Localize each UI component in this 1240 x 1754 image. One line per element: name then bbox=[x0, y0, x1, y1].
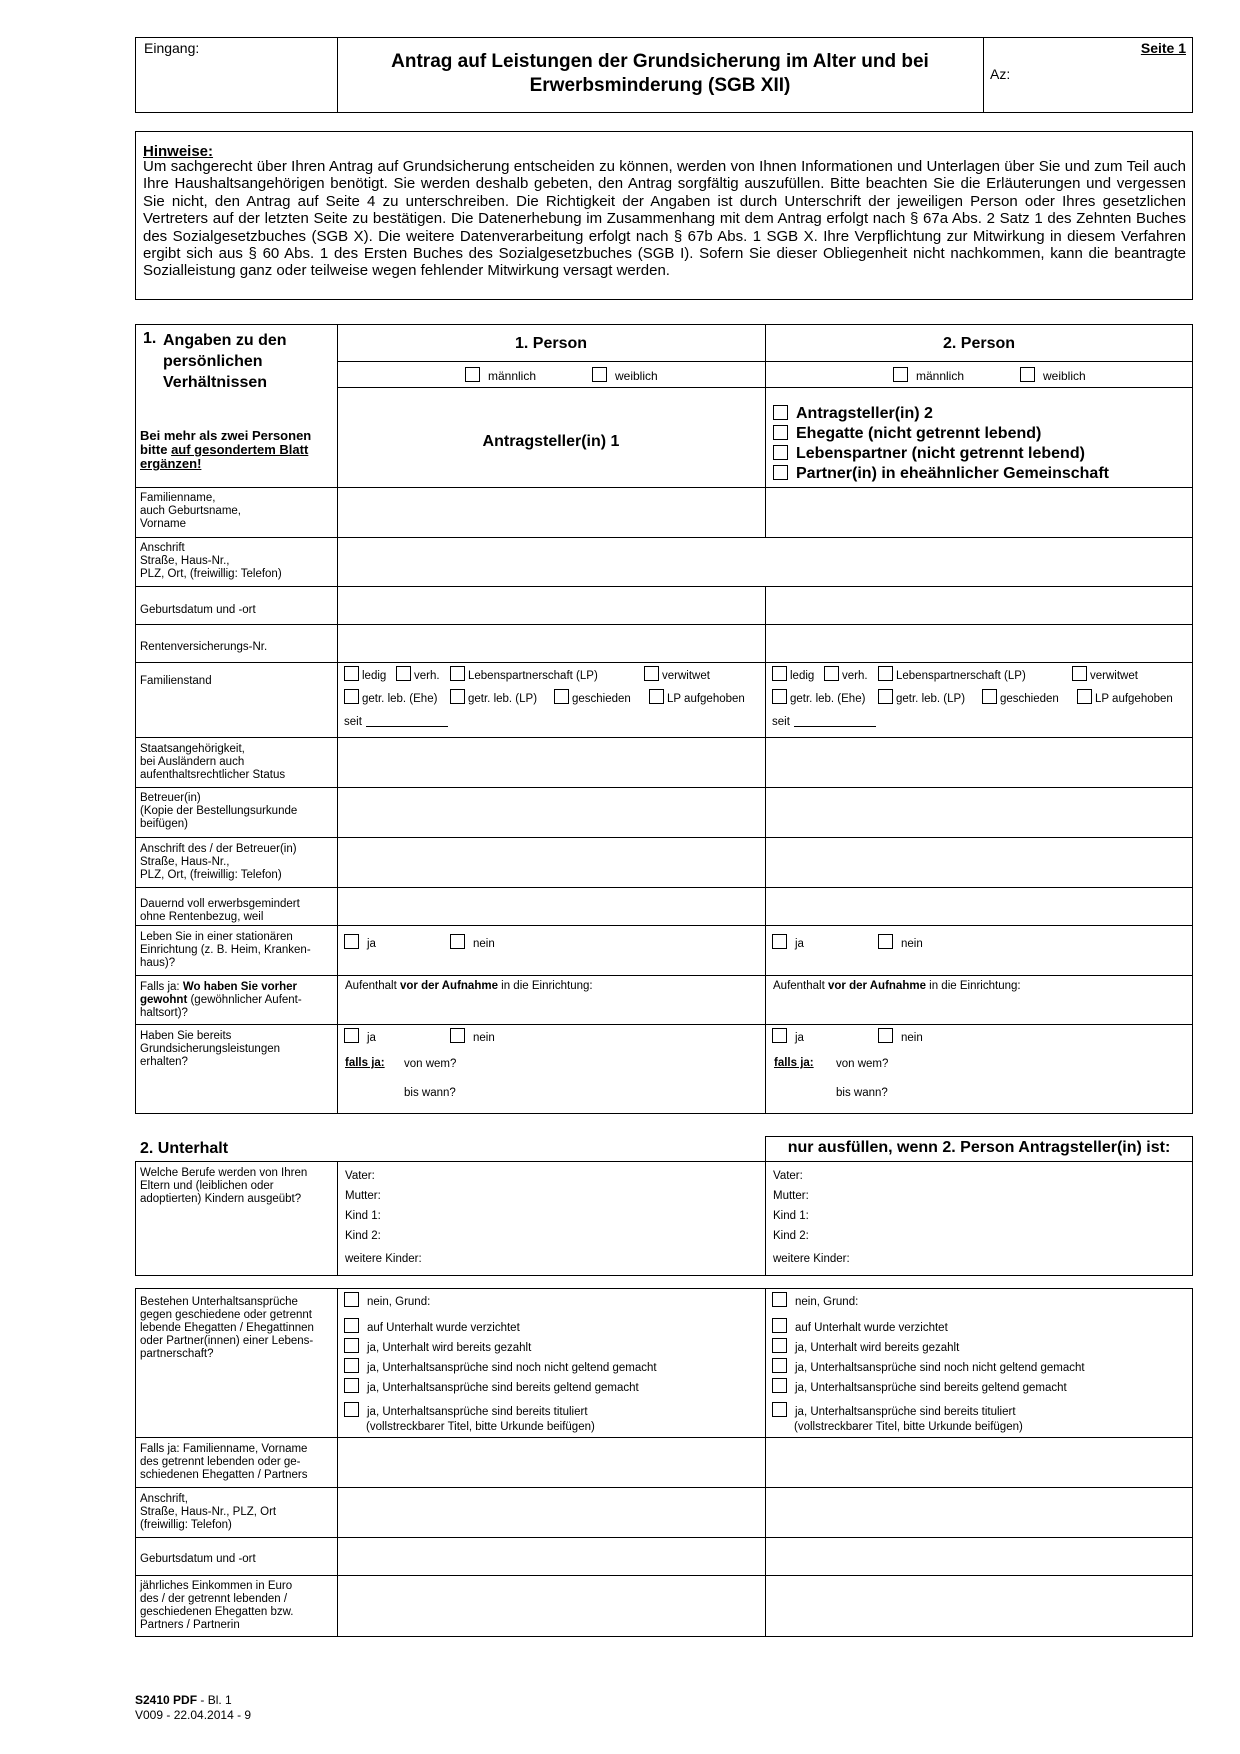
hinweise-text: Um sachgerecht über Ihren Antrag auf Grundsicherung entscheiden zu können, werden von Ihnen Informationen und Unterlagen über Sie und zum Teil auch Ihre Haushaltsangehörigen benötigt. Sie werden deshalb gebeten, den Antrag sorgfältig auszufüllen. Bitte beachten Sie die Erläuterungen und vergessen Sie nicht, den Antrag auf Seite 4 zu unterschreiben. Die Richtigkeit der Angaben ist durch Unterschrift der jeweiligen Person oder Ihres gesetzlichen Vertreters auf der letzten Seite zu bestätigen. Die Datenerhebung im Zusammenhang mit dem Antrag erfolgt nach § 67a Abs. 2 Satz 1 des Zehnten Buches des Sozialgesetzbuches (SGB X). Die weitere Datenverarbeitung erfolgt nach § 67b Abs. 1 SGB X. Ihre Verpflichtung zur Mitwirkung in diesem Verfahren ergibt sich aus § 60 Abs. 1 des Ersten Buches des Sozialgesetzbuches (SGB I). Sofern Sie dieser Obliegenheit nicht nachkommen, kann die beantragte Sozialleistung ganz oder teilweise wegen fehlender Mitwirkung versagt werden. bbox=[143, 158, 1186, 280]
checkbox-icon[interactable] bbox=[878, 1028, 893, 1043]
checkbox-icon[interactable] bbox=[893, 367, 908, 382]
p1-stationaer-ja[interactable]: ja bbox=[344, 934, 376, 951]
checkbox-icon[interactable] bbox=[396, 666, 411, 681]
checkbox-icon[interactable] bbox=[450, 934, 465, 949]
p2-role-partner[interactable]: Partner(in) in eheähnlicher Gemeinschaft bbox=[773, 464, 1109, 484]
section2-title: 2. Unterhalt bbox=[140, 1140, 229, 1157]
checkbox-icon[interactable] bbox=[772, 1378, 787, 1393]
p2-berufe-list: Vater: Mutter: Kind 1: Kind 2: weitere Kinder: bbox=[773, 1170, 850, 1265]
checkbox-icon[interactable] bbox=[344, 1318, 359, 1333]
checkbox-icon[interactable] bbox=[344, 1358, 359, 1373]
checkbox-icon[interactable] bbox=[344, 1028, 359, 1043]
checkbox-icon[interactable] bbox=[450, 689, 465, 704]
label-vorher-gewohnt: Falls ja: Wo haben Sie vorher gewohnt (gewöhnlicher Aufent- haltsort)? bbox=[140, 981, 302, 1019]
p2-aufenthalt-label: Aufenthalt vor der Aufnahme in die Einrichtung: bbox=[773, 980, 1021, 992]
label-ehegatte-geburt: Geburtsdatum und -ort bbox=[140, 1553, 256, 1565]
checkbox-icon[interactable] bbox=[773, 465, 788, 480]
label-anschrift: Anschrift Straße, Haus-Nr., PLZ, Ort, (freiwillig: Telefon) bbox=[140, 542, 282, 580]
p1-anspruch-opts: nein, Grund: auf Unterhalt wurde verzichtet ja, Unterhalt wird bereits gezahlt ja, Unterhaltsansprüche sind noch nicht geltend gemacht ja, Unterhaltsansprüche sind bereits geltend gemacht ja, Unterhaltsansprüche sind bereits tituliert (vollstreckbarer Titel, bitte Urkunde beifügen) bbox=[344, 1292, 657, 1435]
checkbox-icon[interactable] bbox=[344, 934, 359, 949]
form-version: V009 - 22.04.2014 - 9 bbox=[135, 1708, 252, 1722]
checkbox-icon[interactable] bbox=[344, 1378, 359, 1393]
label-berufe: Welche Berufe werden von Ihren Eltern und (leiblichen oder adoptierten) Kindern ausgeübt? bbox=[140, 1167, 308, 1205]
label-bereits-erhalten: Haben Sie bereits Grundsicherungsleistungen erhalten? bbox=[140, 1030, 281, 1068]
p1-bis-wann: bis wann? bbox=[404, 1087, 456, 1099]
checkbox-icon[interactable] bbox=[772, 934, 787, 949]
antragsteller1-label: Antragsteller(in) 1 bbox=[482, 433, 620, 450]
checkbox-icon[interactable] bbox=[772, 689, 787, 704]
p1-von-wem: von wem? bbox=[404, 1058, 457, 1070]
p2-falls-ja: falls ja: bbox=[774, 1057, 814, 1069]
checkbox-icon[interactable] bbox=[773, 445, 788, 460]
checkbox-icon[interactable] bbox=[772, 1358, 787, 1373]
label-ehegatte-anschrift: Anschrift, Straße, Haus-Nr., PLZ, Ort (freiwillig: Telefon) bbox=[140, 1493, 277, 1531]
more-persons-note: Bei mehr als zwei Personen bitte auf gesondertem Blatt ergänzen! bbox=[140, 428, 312, 471]
p2-role-ehegatte[interactable]: Ehegatte (nicht getrennt lebend) bbox=[773, 424, 1109, 444]
p2-von-wem: von wem? bbox=[836, 1058, 889, 1070]
page-number: Seite 1 bbox=[1140, 40, 1186, 56]
p1-falls-ja: falls ja: bbox=[345, 1057, 385, 1069]
seit-field[interactable] bbox=[794, 715, 876, 727]
checkbox-icon[interactable] bbox=[878, 666, 893, 681]
checkbox-icon[interactable] bbox=[772, 1338, 787, 1353]
nur-ausfuellen-note: nur ausfüllen, wenn 2. Person Antragsteller(in) ist: bbox=[787, 1139, 1171, 1156]
label-rv-nr: Rentenversicherungs-Nr. bbox=[140, 641, 268, 653]
section1-title: Angaben zu den persönlichen Verhältnissen bbox=[163, 332, 287, 391]
label-ehegatte-name: Falls ja: Familienname, Vorname des getrennt lebenden oder ge- schiedenen Ehegatten / Partners bbox=[140, 1443, 308, 1481]
label-familienstand: Familienstand bbox=[140, 675, 212, 687]
checkbox-icon[interactable] bbox=[824, 666, 839, 681]
checkbox-icon[interactable] bbox=[465, 367, 480, 382]
p1-gender-w[interactable]: weiblich bbox=[592, 367, 658, 383]
label-staatsangehoerigkeit: Staatsangehörigkeit, bei Ausländern auch aufenthaltsrechtlicher Status bbox=[140, 743, 286, 781]
checkbox-icon[interactable] bbox=[1020, 367, 1035, 382]
p1-bereits-nein[interactable]: nein bbox=[450, 1028, 495, 1045]
p2-stationaer-ja[interactable]: ja bbox=[772, 934, 804, 951]
label-stationaer: Leben Sie in einer stationären Einrichtung (z. B. Heim, Kranken- haus)? bbox=[140, 931, 311, 969]
label-einkommen: jährliches Einkommen in Euro des / der getrennt lebenden / geschiedenen Ehegatten bzw. Partners / Partnerin bbox=[140, 1580, 294, 1631]
checkbox-icon[interactable] bbox=[1077, 689, 1092, 704]
label-erwerbsgemindert: Dauernd voll erwerbsgemindert ohne Rentenbezug, weil bbox=[140, 898, 300, 923]
label-betreuer-anschrift: Anschrift des / der Betreuer(in) Straße, Haus-Nr., PLZ, Ort, (freiwillig: Telefon) bbox=[140, 843, 297, 881]
checkbox-icon[interactable] bbox=[878, 934, 893, 949]
p2-role-options bbox=[773, 404, 1109, 484]
p2-anspruch-opts: nein, Grund: auf Unterhalt wurde verzichtet ja, Unterhalt wird bereits gezahlt ja, Unterhaltsansprüche sind noch nicht geltend gemacht ja, Unterhaltsansprüche sind bereits geltend gemacht ja, Unterhaltsansprüche sind bereits tituliert (vollstreckbarer Titel, bitte Urkunde beifügen) bbox=[772, 1292, 1085, 1435]
hinweise-title: Hinweise: bbox=[143, 143, 214, 160]
checkbox-icon[interactable] bbox=[592, 367, 607, 382]
checkbox-icon[interactable] bbox=[344, 1292, 359, 1307]
p2-gender-m[interactable]: männlich bbox=[893, 367, 964, 383]
checkbox-icon[interactable] bbox=[772, 1402, 787, 1417]
p1-stationaer-nein[interactable]: nein bbox=[450, 934, 495, 951]
checkbox-icon[interactable] bbox=[344, 1402, 359, 1417]
seit-field[interactable] bbox=[366, 715, 448, 727]
checkbox-icon[interactable] bbox=[644, 666, 659, 681]
p1-gender-m[interactable]: männlich bbox=[465, 367, 536, 383]
label-betreuer: Betreuer(in) (Kopie der Bestellungsurkunde beifügen) bbox=[140, 792, 298, 830]
checkbox-icon[interactable] bbox=[344, 1338, 359, 1353]
az-label: Az: bbox=[990, 66, 1011, 82]
section1-number: 1. bbox=[143, 330, 157, 347]
person1-header: 1. Person bbox=[514, 335, 588, 352]
form-title: Antrag auf Leistungen der Grundsicherung im Alter und bei Erwerbsminderung (SGB XII) bbox=[391, 51, 929, 96]
p2-role-antragsteller[interactable]: Antragsteller(in) 2 bbox=[773, 404, 1109, 424]
p2-stationaer-nein[interactable]: nein bbox=[878, 934, 923, 951]
checkbox-icon[interactable] bbox=[344, 689, 359, 704]
checkbox-icon[interactable] bbox=[982, 689, 997, 704]
checkbox-icon[interactable] bbox=[450, 666, 465, 681]
checkbox-icon[interactable] bbox=[1072, 666, 1087, 681]
checkbox-icon[interactable] bbox=[772, 1318, 787, 1333]
p2-role-lebenspartner[interactable]: Lebenspartner (nicht getrennt lebend) bbox=[773, 444, 1109, 464]
label-familienname: Familienname, auch Geburtsname, Vorname bbox=[140, 492, 242, 530]
checkbox-icon[interactable] bbox=[773, 425, 788, 440]
eingang-label: Eingang: bbox=[144, 40, 200, 56]
checkbox-icon[interactable] bbox=[772, 1292, 787, 1307]
checkbox-icon[interactable] bbox=[772, 666, 787, 681]
checkbox-icon[interactable] bbox=[554, 689, 569, 704]
label-geburtsdatum: Geburtsdatum und -ort bbox=[140, 604, 256, 616]
person2-header: 2. Person bbox=[942, 335, 1016, 352]
p2-bereits-ja[interactable]: ja bbox=[772, 1028, 804, 1045]
checkbox-icon[interactable] bbox=[344, 666, 359, 681]
p1-bereits-ja[interactable]: ja bbox=[344, 1028, 376, 1045]
p1-aufenthalt-label: Aufenthalt vor der Aufnahme in die Einrichtung: bbox=[345, 980, 593, 992]
checkbox-icon[interactable] bbox=[772, 1028, 787, 1043]
checkbox-icon[interactable] bbox=[450, 1028, 465, 1043]
p1-berufe-list: Vater: Mutter: Kind 1: Kind 2: weitere Kinder: bbox=[345, 1170, 422, 1265]
p2-bereits-nein[interactable]: nein bbox=[878, 1028, 923, 1045]
checkbox-icon[interactable] bbox=[878, 689, 893, 704]
p2-gender-w[interactable]: weiblich bbox=[1020, 367, 1086, 383]
checkbox-icon[interactable] bbox=[649, 689, 664, 704]
p2-bis-wann: bis wann? bbox=[836, 1087, 888, 1099]
checkbox-icon[interactable] bbox=[773, 405, 788, 420]
form-code: S2410 PDF - Bl. 1 bbox=[135, 1693, 232, 1707]
label-unterhaltsansprueche: Bestehen Unterhaltsansprüche gegen geschiedene oder getrennt lebende Ehegatten / Ehegattinnen oder Partner(innen) einer Lebens- partnerschaft? bbox=[140, 1296, 314, 1360]
